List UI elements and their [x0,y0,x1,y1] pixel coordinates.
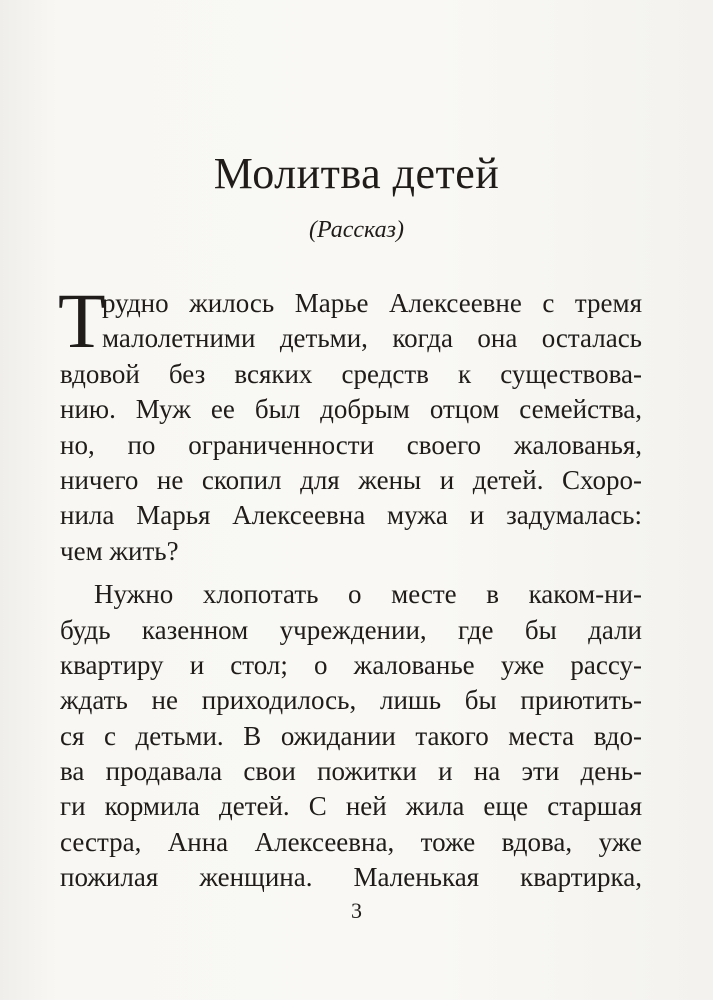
text-line: пожилая женщина. Маленькая квартирка, [60,862,642,893]
chapter-title: Молитва детей [213,149,500,198]
text-line: сестра, Анна Алексеевна, тоже вдова, уже [60,826,642,857]
text-line: ся с детьми. В ожидании такого места вдо- [60,720,642,751]
text-line: нию. Муж ее был добрым отцом семейства, [60,394,642,425]
text-line: будь казенном учреждении, где бы дали [60,614,642,645]
body-text [58,277,642,896]
paragraph-2 [60,577,642,896]
text-line: ничего не скопил для жены и детей. Схоро- [60,464,642,495]
text-line: рудно жилось Марье Алексеевне с тремя [102,288,642,318]
text-line: ждать не приходилось, лишь бы приютить- [60,685,642,716]
text-line: вдовой без всяких средств к существова- [60,358,642,389]
text-line: но, по ограниченности своего жалованья, [60,429,642,460]
text-line: нила Марья Алексеевна мужа и задумалась: [60,500,642,531]
chapter-subtitle: (Рассказ) [308,217,405,243]
paragraph-1 [58,277,642,569]
text-line: малолетними детьми, когда она осталась [102,323,642,354]
text-line: ва продавала свои пожитки и на эти день- [60,756,642,787]
text-line: ги кормила детей. С ней жила еще старшая [60,791,642,822]
page-number: 3 [351,898,362,923]
text-line: чем жить? [60,535,179,566]
text-line: квартиру и стол; о жалованье уже рассу- [60,649,642,680]
drop-cap: Т [58,277,106,364]
text-line: Нужно хлопотать о месте в каком-ни- [94,579,642,610]
